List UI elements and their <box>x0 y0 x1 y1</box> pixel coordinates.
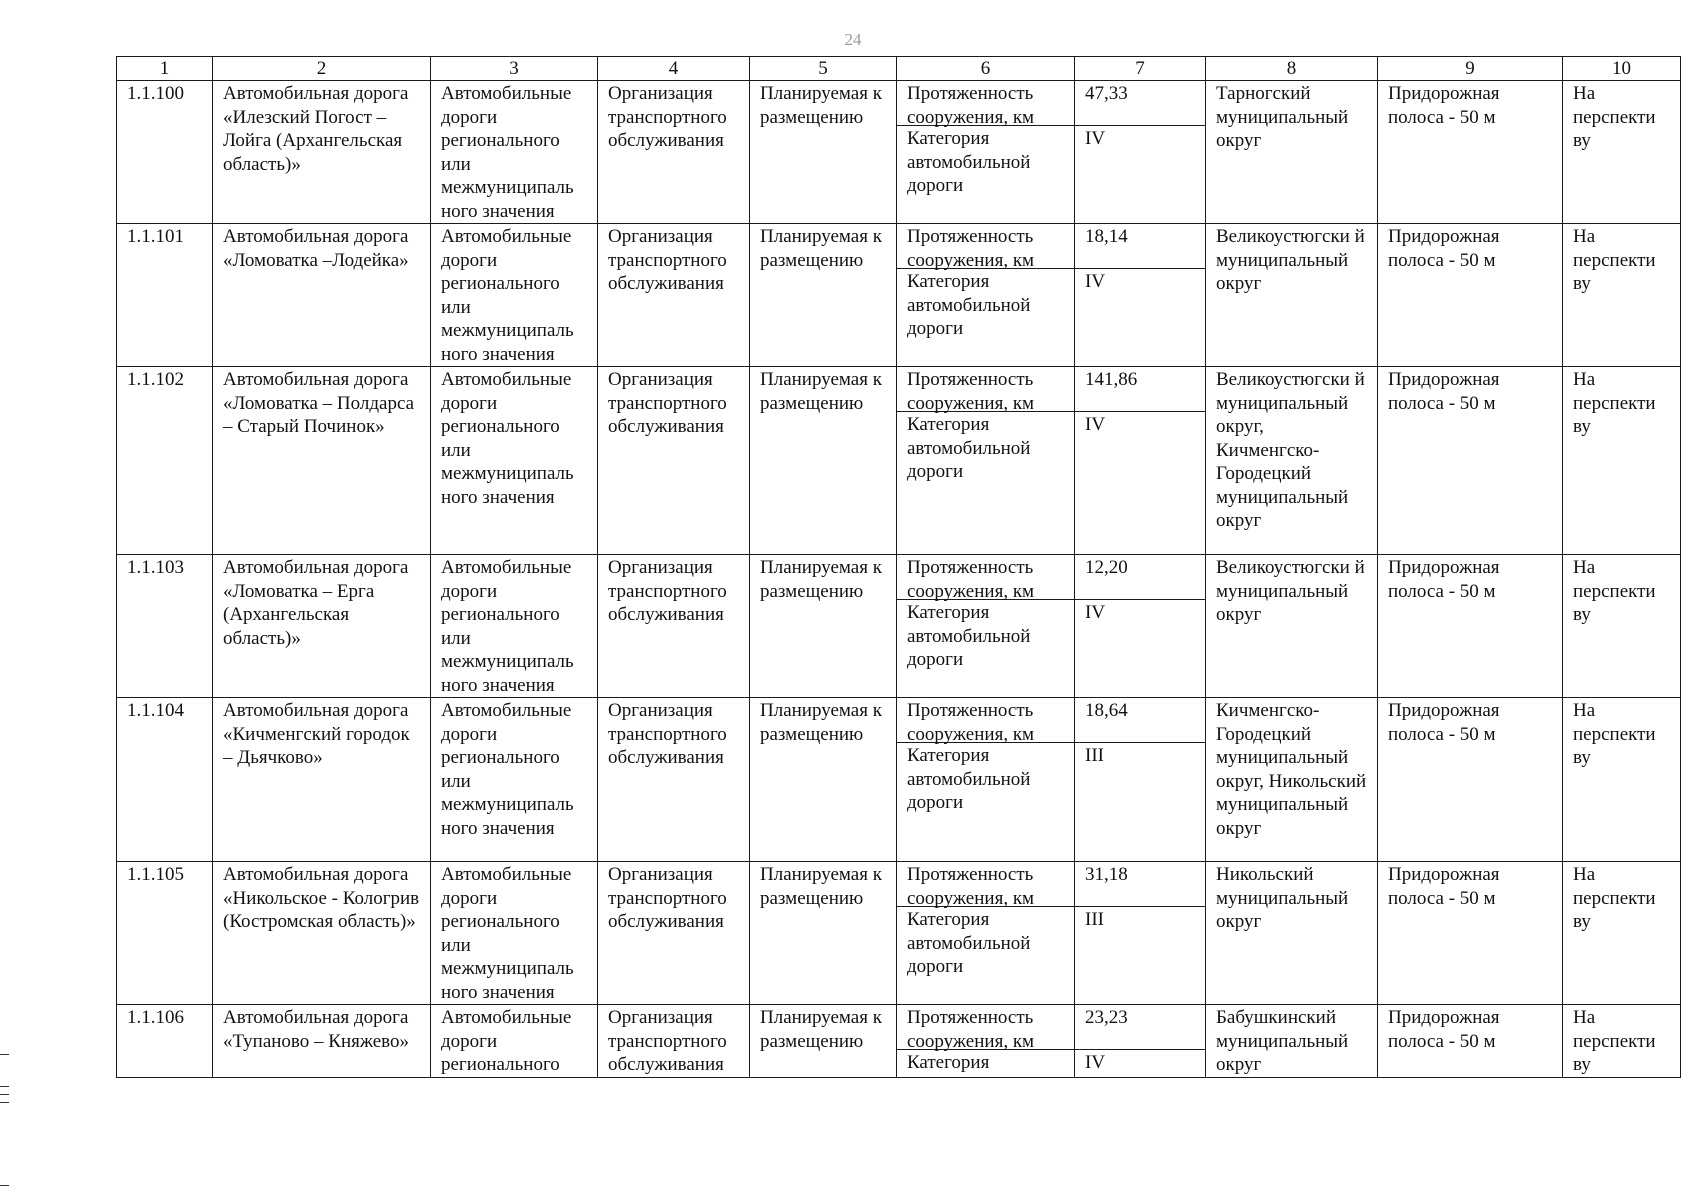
object-number: 1.1.101 <box>117 224 213 367</box>
object-location: Великоустюгски й муниципальный округ <box>1206 555 1378 698</box>
characteristic-category-value: IV <box>1085 128 1106 149</box>
object-number: 1.1.105 <box>117 862 213 1005</box>
object-purpose: Организация транспортного обслуживания <box>598 367 750 555</box>
characteristic-length-label: Протяженность сооружения, км <box>897 555 1074 600</box>
object-zone: Придорожная полоса - 50 м <box>1378 862 1563 1005</box>
object-location: Тарногский муниципальный округ <box>1206 81 1378 224</box>
table-row <box>117 698 1681 862</box>
object-purpose: Организация транспортного обслуживания <box>598 555 750 698</box>
object-name: Автомобильная дорога «Тупаново – Княжево» <box>213 1005 431 1078</box>
values-cell <box>1075 81 1206 224</box>
characteristic-length-label: Протяженность сооружения, км <box>897 367 1074 412</box>
object-purpose: Организация транспортного обслуживания <box>598 81 750 224</box>
object-term: На перспекти ву <box>1563 367 1681 555</box>
column-header: 5 <box>750 57 897 81</box>
characteristic-category-value: IV <box>1085 1052 1106 1073</box>
table-row <box>117 81 1681 224</box>
object-status: Планируемая к размещению <box>750 1005 897 1078</box>
object-name: Автомобильная дорога «Кичменгский городок – Дьячково» <box>213 698 431 862</box>
object-term: На перспекти ву <box>1563 224 1681 367</box>
characteristic-length-value: 12,20 <box>1075 555 1205 600</box>
characteristic-length-value: 31,18 <box>1075 862 1205 907</box>
object-location: Великоустюгски й муниципальный округ <box>1206 224 1378 367</box>
objects-table <box>116 56 1681 1078</box>
object-location: Великоустюгски й муниципальный округ, Кичменгско-Городецкий муниципальный округ <box>1206 367 1378 555</box>
object-purpose: Организация транспортного обслуживания <box>598 224 750 367</box>
table-row <box>117 367 1681 555</box>
object-location: Бабушкинский муниципальный округ <box>1206 1005 1378 1078</box>
object-number: 1.1.106 <box>117 1005 213 1078</box>
characteristic-length-value: 18,64 <box>1075 698 1205 743</box>
characteristic-category-label: Категория автомобильной дороги <box>907 909 1031 977</box>
table-row <box>117 1005 1681 1078</box>
column-header: 4 <box>598 57 750 81</box>
characteristic-length-value: 23,23 <box>1075 1005 1205 1050</box>
object-status: Планируемая к размещению <box>750 367 897 555</box>
object-term: На перспекти ву <box>1563 555 1681 698</box>
column-header: 1 <box>117 57 213 81</box>
object-type: Автомобильные дороги регионального <box>431 1005 598 1078</box>
characteristic-category-label: Категория автомобильной дороги <box>907 128 1031 196</box>
page-number: 24 <box>844 30 862 49</box>
object-number: 1.1.103 <box>117 555 213 698</box>
object-term: На перспекти ву <box>1563 862 1681 1005</box>
table-row <box>117 555 1681 698</box>
object-type: Автомобильные дороги регионального или межмуниципаль ного значения <box>431 555 598 698</box>
object-name: Автомобильная дорога «Илезский Погост – Лойга (Архангельская область)» <box>213 81 431 224</box>
characteristic-category-value: IV <box>1085 414 1106 435</box>
object-number: 1.1.100 <box>117 81 213 224</box>
object-status: Планируемая к размещению <box>750 555 897 698</box>
object-status: Планируемая к размещению <box>750 81 897 224</box>
object-status: Планируемая к размещению <box>750 862 897 1005</box>
column-header: 7 <box>1075 57 1206 81</box>
object-status: Планируемая к размещению <box>750 224 897 367</box>
column-header: 6 <box>897 57 1075 81</box>
characteristic-length-label: Протяженность сооружения, км <box>897 224 1074 269</box>
object-zone: Придорожная полоса - 50 м <box>1378 555 1563 698</box>
object-term: На перспекти ву <box>1563 1005 1681 1078</box>
characteristic-category-value: IV <box>1085 271 1106 292</box>
object-location: Кичменгско-Городецкий муниципальный округ, Никольский муниципальный округ <box>1206 698 1378 862</box>
values-cell <box>1075 224 1206 367</box>
object-name: Автомобильная дорога «Ломоватка – Ерга (Архангельская область)» <box>213 555 431 698</box>
object-zone: Придорожная полоса - 50 м <box>1378 81 1563 224</box>
characteristic-category-label: Категория автомобильной дороги <box>907 745 1031 813</box>
object-type: Автомобильные дороги регионального или межмуниципаль ного значения <box>431 81 598 224</box>
characteristics-cell <box>897 224 1075 367</box>
object-purpose: Организация транспортного обслуживания <box>598 862 750 1005</box>
characteristic-length-value: 47,33 <box>1075 81 1205 126</box>
object-zone: Придорожная полоса - 50 м <box>1378 224 1563 367</box>
object-zone: Придорожная полоса - 50 м <box>1378 1005 1563 1078</box>
characteristic-length-label: Протяженность сооружения, км <box>897 862 1074 907</box>
header-row <box>117 57 1681 81</box>
characteristic-category-value: IV <box>1085 602 1106 623</box>
characteristic-category-label: Категория автомобильной дороги <box>907 602 1031 670</box>
object-location: Никольский муниципальный округ <box>1206 862 1378 1005</box>
object-name: Автомобильная дорога «Ломоватка – Полдарса – Старый Починок» <box>213 367 431 555</box>
object-name: Автомобильная дорога «Ломоватка –Лодейка» <box>213 224 431 367</box>
table-row <box>117 224 1681 367</box>
table-row <box>117 862 1681 1005</box>
characteristic-length-label: Протяженность сооружения, км <box>897 81 1074 126</box>
object-purpose: Организация транспортного обслуживания <box>598 1005 750 1078</box>
characteristic-length-label: Протяженность сооружения, км <box>897 698 1074 743</box>
values-cell <box>1075 862 1206 1005</box>
object-type: Автомобильные дороги регионального или межмуниципаль ного значения <box>431 862 598 1005</box>
column-header: 2 <box>213 57 431 81</box>
characteristics-cell <box>897 698 1075 862</box>
column-header: 8 <box>1206 57 1378 81</box>
characteristic-length-value: 141,86 <box>1075 367 1205 412</box>
values-cell <box>1075 555 1206 698</box>
object-number: 1.1.102 <box>117 367 213 555</box>
object-purpose: Организация транспортного обслуживания <box>598 698 750 862</box>
characteristic-length-value: 18,14 <box>1075 224 1205 269</box>
object-term: На перспекти ву <box>1563 81 1681 224</box>
characteristic-category-label: Категория автомобильной дороги <box>907 414 1031 482</box>
characteristic-category-value: III <box>1085 909 1104 930</box>
characteristics-cell <box>897 862 1075 1005</box>
characteristic-length-label: Протяженность сооружения, км <box>897 1005 1074 1050</box>
column-header: 3 <box>431 57 598 81</box>
values-cell <box>1075 698 1206 862</box>
characteristics-cell <box>897 1005 1075 1078</box>
characteristic-category-label: Категория <box>907 1052 990 1073</box>
characteristics-cell <box>897 81 1075 224</box>
characteristic-category-label: Категория автомобильной дороги <box>907 271 1031 339</box>
object-zone: Придорожная полоса - 50 м <box>1378 367 1563 555</box>
characteristics-cell <box>897 555 1075 698</box>
object-zone: Придорожная полоса - 50 м <box>1378 698 1563 862</box>
object-term: На перспекти ву <box>1563 698 1681 862</box>
characteristics-cell <box>897 367 1075 555</box>
values-cell <box>1075 1005 1206 1078</box>
object-type: Автомобильные дороги регионального или межмуниципаль ного значения <box>431 367 598 555</box>
column-header: 9 <box>1378 57 1563 81</box>
characteristic-category-value: III <box>1085 745 1104 766</box>
object-number: 1.1.104 <box>117 698 213 862</box>
values-cell <box>1075 367 1206 555</box>
object-status: Планируемая к размещению <box>750 698 897 862</box>
object-type: Автомобильные дороги регионального или межмуниципаль ного значения <box>431 224 598 367</box>
column-header: 10 <box>1563 57 1681 81</box>
object-name: Автомобильная дорога «Никольское - Кологрив (Костромская область)» <box>213 862 431 1005</box>
object-type: Автомобильные дороги регионального или межмуниципаль ного значения <box>431 698 598 862</box>
